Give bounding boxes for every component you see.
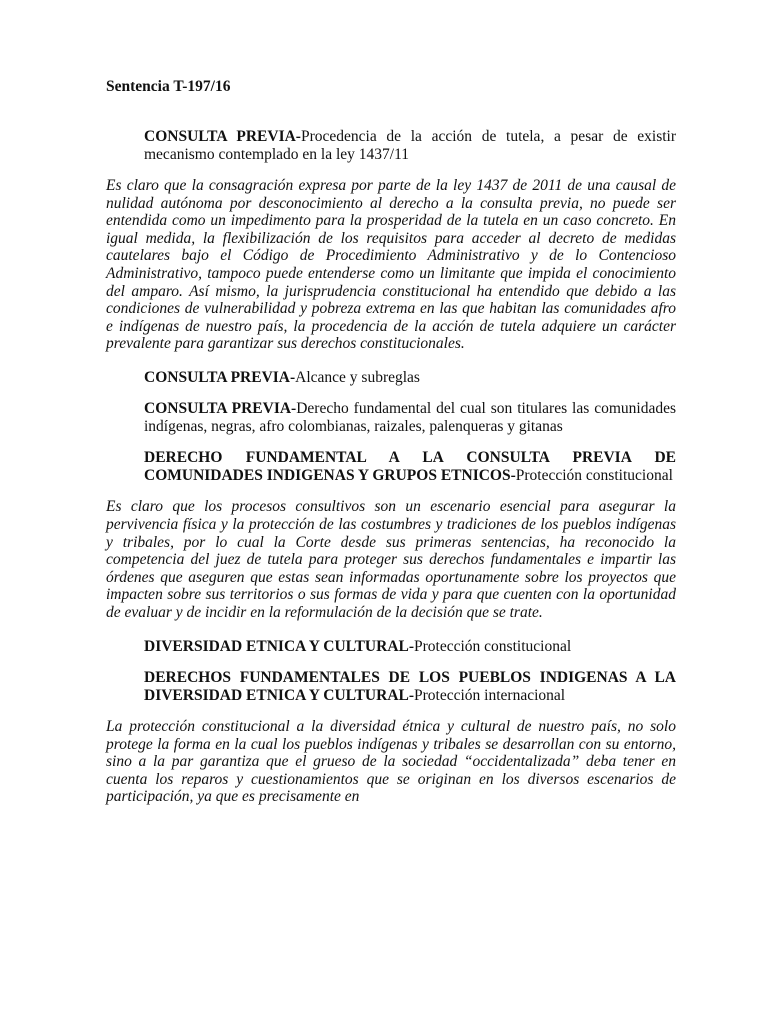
heading-bold: DERECHO FUNDAMENTAL A LA CONSULTA PREVIA DE COMUNIDADES INDIGENAS Y GRUPOS ETNICOS- [144,449,676,484]
heading-bold: DIVERSIDAD ETNICA Y CULTURAL- [144,637,415,655]
heading-text: Derecho fundamental del cual son titulares las comunidades indígenas, negras, afro colombianas, raizales, palenqueras y gitanas [144,400,677,435]
heading-text: Protección constitucional [515,466,673,484]
heading-text: Protección constitucional [414,637,572,655]
paragraph-proteccion-diversidad: La protección constitucional a la diversidad étnica y cultural de nuestro país, no solo protege la forma en la cual los pueblos indígenas y tribales se desarrollan con su entorno, sino a la par garantiza que el grueso de la sociedad “occidentalizada” deba tener en cuenta los reparos y cuestionamientos que se originan en los diversos escenarios de participación, ya que es precisamente en [106,718,676,806]
heading-consulta-previa-alcance [144,369,676,387]
heading-bold: CONSULTA PREVIA- [144,128,301,145]
heading-derecho-fundamental-consulta-previa [144,449,676,484]
paragraph-procedencia-tutela: Es claro que la consagración expresa por parte de la ley 1437 de 2011 de una causal de nulidad autónoma por desconocimiento al derecho a la consulta previa, no puede ser entendida como un impedimento para la prosperidad de la tutela en un caso concreto. En igual medida, la flexibilización de los requisitos para acceder al decreto de medidas cautelares bajo el Código de Procedimiento Administrativo y de lo Contencioso Administrativo, tampoco puede entenderse como un limitante que impida el conocimiento del amparo. Así mismo, la jurisprudencia constitucional ha entendido que debido a las condiciones de vulnerabilidad y pobreza extrema en las que habitan las comunidades afro e indígenas de nuestro país, la procedencia de la acción de tutela adquiere un carácter prevalente para garantizar sus derechos constitucionales. [106,177,676,353]
heading-consulta-previa-derecho-fundamental [144,400,676,435]
heading-bold: DERECHOS FUNDAMENTALES DE LOS PUEBLOS INDIGENAS A LA DIVERSIDAD ETNICA Y CULTURAL- [144,669,676,704]
paragraph-procesos-consultivos: Es claro que los procesos consultivos son un escenario esencial para asegurar la pervivencia física y la protección de las costumbres y tradiciones de los pueblos indígenas y tribales, por lo cual la Corte desde sus primeras sentencias, ha reconocido la competencia del juez de tutela para proteger sus derechos fundamentales e impartir las órdenes que aseguren que estas sean informadas oportunamente sobre los proyectos que impacten sobre sus territorios o sus formas de vida y para que cuenten con la oportunidad de evaluar y de incidir en la reformulación de la decisión que se trate. [106,498,676,621]
heading-consulta-previa-procedencia [144,128,676,163]
heading-diversidad-etnica-cultural [144,638,676,656]
heading-text: Procedencia de la acción de tutela, a pesar de existir mecanismo contemplado en la ley 1437/11 [144,128,676,163]
document-title: Sentencia T-197/16 [106,78,231,95]
heading-bold: CONSULTA PREVIA- [144,400,297,418]
heading-derechos-fundamentales-pueblos-indigenas [144,669,676,704]
heading-text: Alcance y subreglas [295,368,420,386]
heading-text: Protección internacional [414,686,566,704]
heading-bold: CONSULTA PREVIA- [144,368,296,386]
